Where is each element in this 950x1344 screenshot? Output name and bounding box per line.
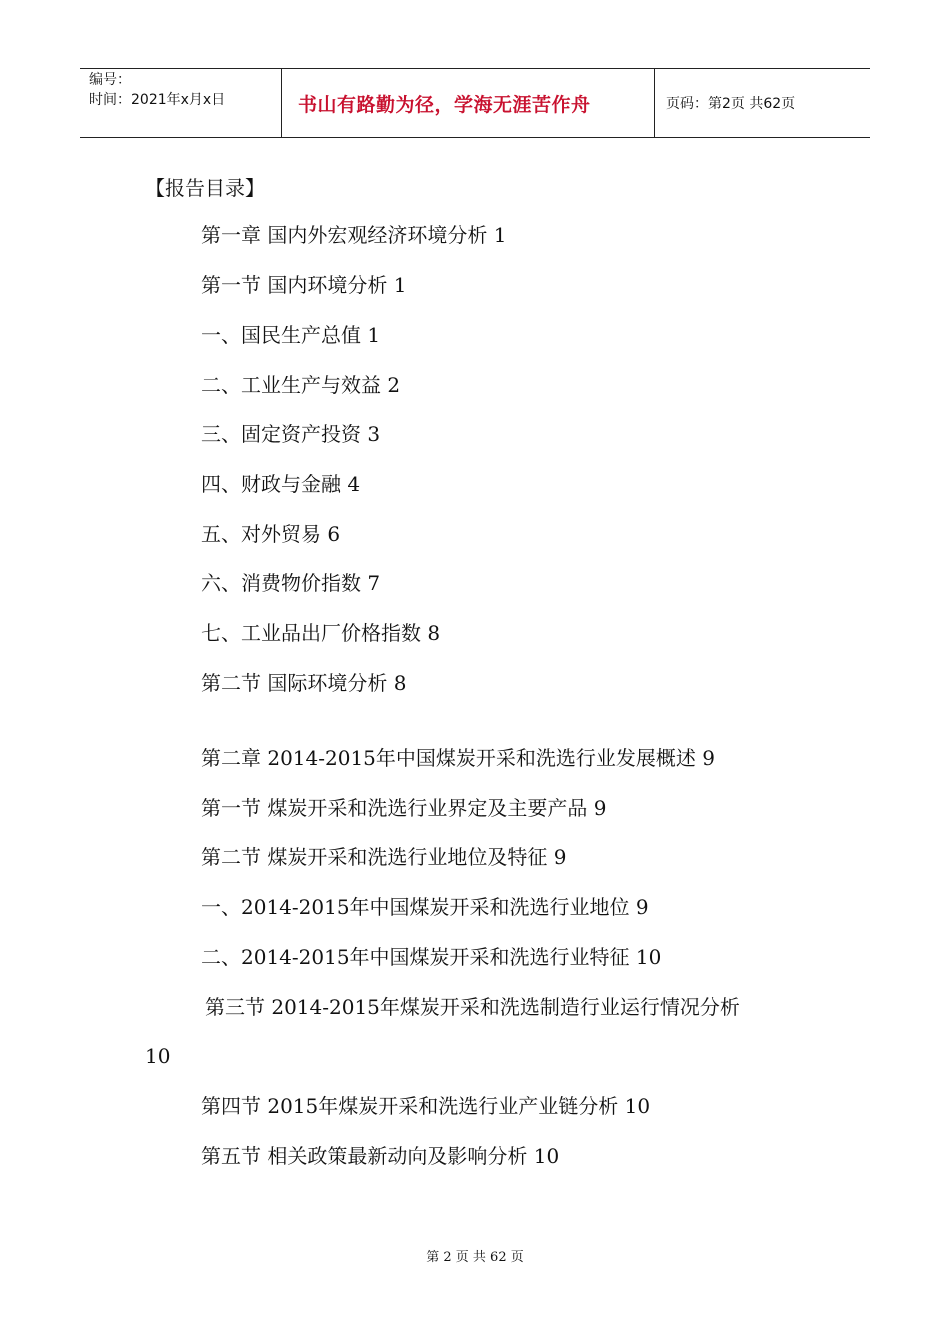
toc-title: 【报告目录】 [145, 176, 265, 200]
toc-item: 第一章 国内外宏观经济环境分析 1 [201, 223, 507, 247]
toc-item: 第五节 相关政策最新动向及影响分析 10 [201, 1144, 560, 1168]
toc-item: 第一节 煤炭开采和洗选行业界定及主要产品 9 [201, 796, 607, 820]
toc-item: 第一节 国内环境分析 1 [201, 273, 407, 297]
toc-item: 三、固定资产投资 3 [201, 422, 381, 446]
toc-item: 第四节 2015年煤炭开采和洗选行业产业链分析 10 [201, 1094, 651, 1118]
page-footer: 第 2 页 共 62 页 [426, 1250, 524, 1265]
toc-item: 七、工业品出厂价格指数 8 [201, 621, 441, 645]
header-motto-cell [282, 69, 655, 137]
toc-item: 一、国民生产总值 1 [201, 323, 381, 347]
header-page-cell [655, 69, 870, 137]
toc-item: 五、对外贸易 6 [201, 522, 341, 546]
toc-item: 第二节 煤炭开采和洗选行业地位及特征 9 [201, 845, 567, 869]
toc-item: 六、消费物价指数 7 [201, 571, 381, 595]
toc-item: 第三节 2014-2015年煤炭开采和洗选制造行业运行情况分析 [205, 995, 740, 1019]
toc-item: 四、财政与金融 4 [201, 472, 361, 496]
page-header [80, 68, 870, 138]
toc-item: 二、2014-2015年中国煤炭开采和洗选行业特征 10 [201, 945, 662, 969]
document-number-label: 编号： [89, 72, 131, 88]
toc-item: 二、工业生产与效益 2 [201, 373, 401, 397]
header-meta-cell [80, 69, 282, 137]
document-time-label: 时间：2021年x月x日 [89, 92, 226, 108]
toc-item: 一、2014-2015年中国煤炭开采和洗选行业地位 9 [201, 895, 649, 919]
toc-item: 第二章 2014-2015年中国煤炭开采和洗选行业发展概述 9 [201, 746, 715, 770]
header-page-info: 页码：第2页 共62页 [666, 96, 796, 112]
toc-item-continuation: 10 [145, 1044, 171, 1068]
toc-item: 第二节 国际环境分析 8 [201, 671, 407, 695]
header-motto: 书山有路勤为径，学海无涯苦作舟 [298, 93, 591, 116]
